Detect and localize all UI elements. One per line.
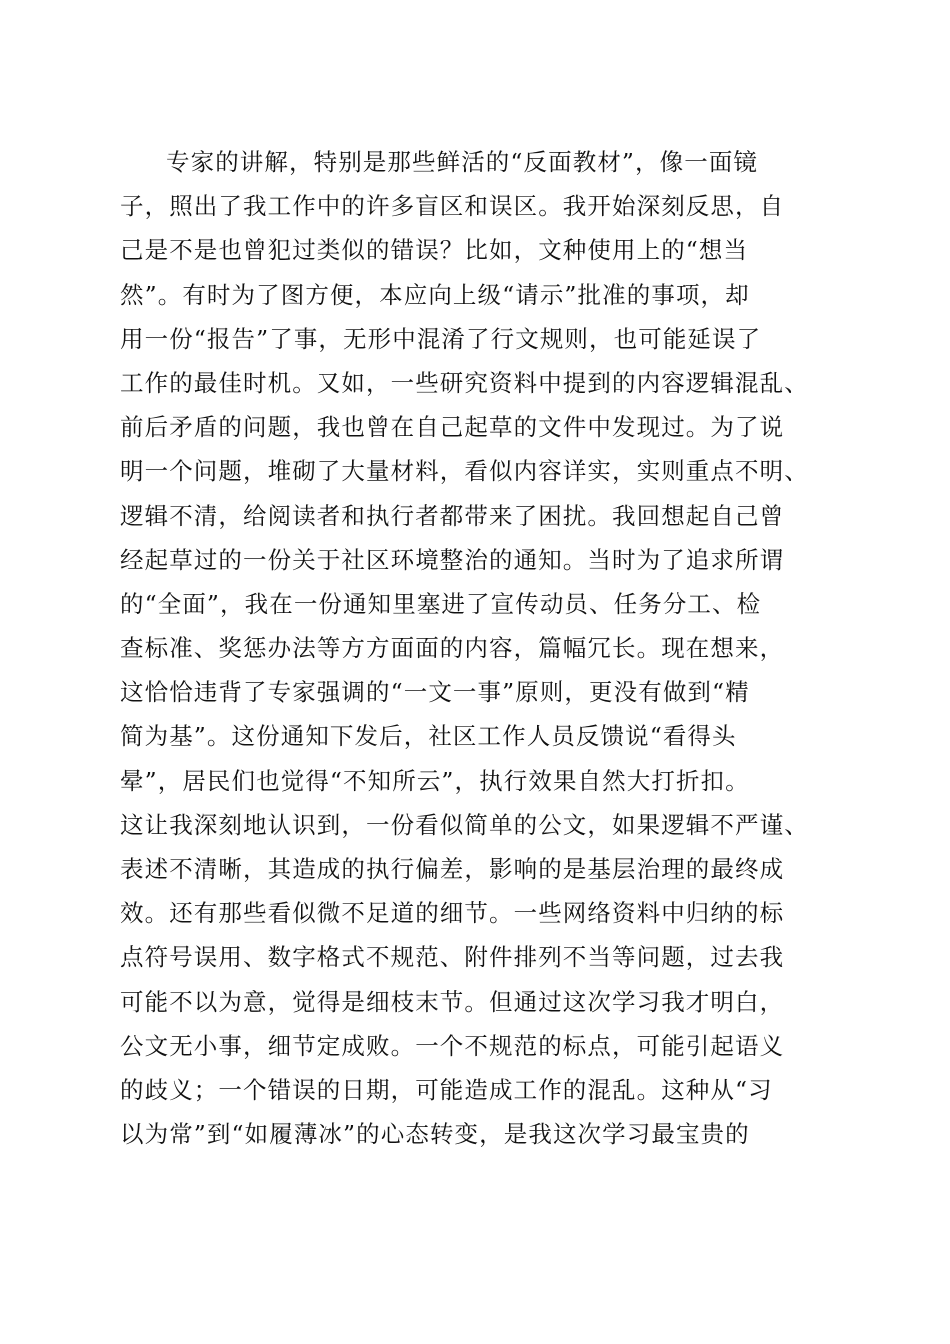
text-line: 可能不以为意，觉得是细枝末节。但通过这次学习我才明白， bbox=[120, 987, 785, 1016]
text-line: 明一个问题，堆砌了大量材料，看似内容详实，实则重点不明、 bbox=[120, 457, 809, 486]
body-paragraph bbox=[120, 140, 840, 1156]
text-line: 然”。有时为了图方便，本应向上级“请示”批准的事项，却 bbox=[120, 280, 750, 309]
text-line: 这恰恰违背了专家强调的“一文一事”原则，更没有做到“精 bbox=[120, 678, 750, 707]
text-line: 逻辑不清，给阅读者和执行者都带来了困扰。我回想起自己曾 bbox=[120, 501, 785, 530]
text-line: 以为常”到“如履薄冰”的心态转变，是我这次学习最宝贵的 bbox=[120, 1120, 750, 1149]
text-line: 工作的最佳时机。又如，一些研究资料中提到的内容逻辑混乱、 bbox=[120, 368, 809, 397]
text-line: 的“全面”，我在一份通知里塞进了宣传动员、任务分工、检 bbox=[120, 589, 762, 618]
text-line: 效。还有那些看似微不足道的细节。一些网络资料中归纳的标 bbox=[120, 899, 785, 928]
text-line: 专家的讲解，特别是那些鲜活的“反面教材”，像一面镜 bbox=[166, 148, 759, 176]
text-line: 子，照出了我工作中的许多盲区和误区。我开始深刻反思，自 bbox=[120, 192, 785, 221]
text-line: 查标准、奖惩办法等方方面面的内容，篇幅冗长。现在想来， bbox=[120, 634, 785, 663]
text-line: 简为基”。这份通知下发后，社区工作人员反馈说“看得头 bbox=[120, 722, 737, 751]
text-line: 点符号误用、数字格式不规范、附件排列不当等问题，过去我 bbox=[120, 943, 785, 972]
text-line: 表述不清晰，其造成的执行偏差，影响的是基层治理的最终成 bbox=[120, 855, 785, 883]
text-line: 经起草过的一份关于社区环境整治的通知。当时为了追求所谓 bbox=[120, 545, 785, 574]
text-line: 的歧义；一个错误的日期，可能造成工作的混乱。这种从“习 bbox=[120, 1075, 773, 1104]
text-line: 这让我深刻地认识到，一份看似简单的公文，如果逻辑不严谨、 bbox=[120, 810, 809, 839]
text-line: 晕”，居民们也觉得“不知所云”，执行效果自然大打折扣。 bbox=[120, 766, 750, 795]
text-line: 用一份“报告”了事，无形中混淆了行文规则，也可能延误了 bbox=[120, 324, 762, 353]
text-line: 己是不是也曾犯过类似的错误？比如，文种使用上的“想当 bbox=[120, 236, 749, 265]
text-line: 公文无小事，细节定成败。一个不规范的标点，可能引起语义 bbox=[120, 1031, 785, 1060]
text-line: 前后矛盾的问题，我也曾在自己起草的文件中发现过。为了说 bbox=[120, 413, 785, 442]
